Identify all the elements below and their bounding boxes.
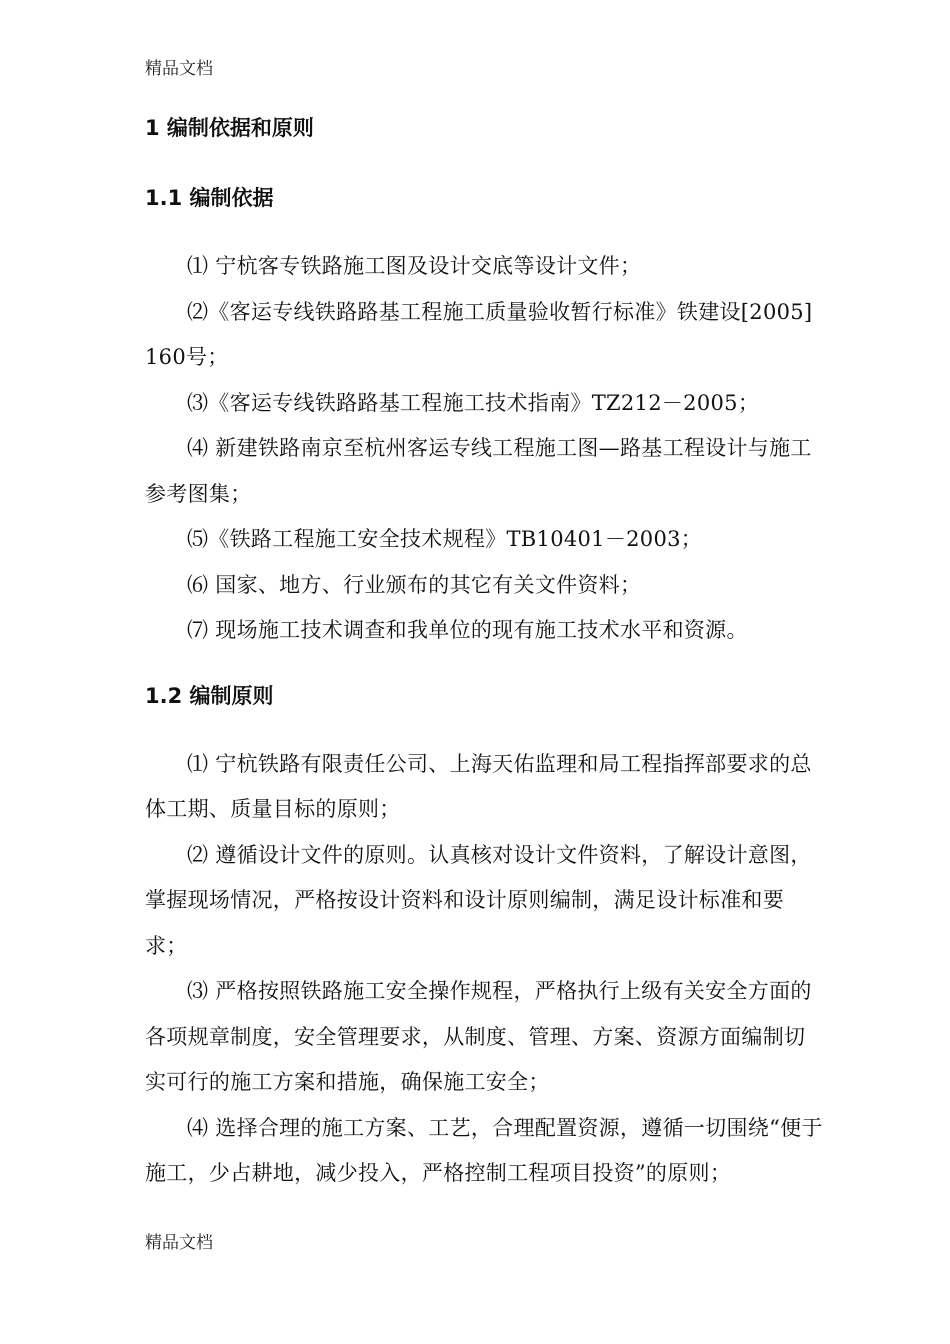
principle-item: ⑶ 严格按照铁路施工安全操作规程，严格执行上级有关安全方面的各项规章制度，安全管理要求，从制度、管理、方案、资源方面编制切实可行的施工方案和措施，确保施工安全； [145,979,812,1094]
section-title: 1 编制依据和原则 [145,116,314,140]
basis-item: ⑶《客运专线铁路路基工程施工技术指南》TZ212－2005； [187,390,760,415]
principle-item: ⑴ 宁杭铁路有限责任公司、上海天佑监理和局工程指挥部要求的总体工期、质量目标的原则； [145,751,812,821]
basis-list [145,244,825,654]
basis-item: ⑺ 现场施工技术调查和我单位的现有施工技术水平和资源。 [187,618,748,642]
basis-item: ⑸《铁路工程施工安全技术规程》TB10401－2003； [187,527,703,551]
basis-item: ⑴ 宁杭客专铁路施工图及设计交底等设计文件； [187,254,642,278]
subsection-title-basis: 1.1 编制依据 [145,186,274,210]
basis-item: ⑹ 国家、地方、行业颁布的其它有关文件资料； [187,572,642,597]
subsection-title-principles: 1.2 编制原则 [145,683,274,708]
basis-item: ⑷ 新建铁路南京至杭州客运专线工程施工图—路基工程设计与施工参考图集； [145,436,812,506]
basis-item: ⑵《客运专线铁路路基工程施工质量验收暂行标准》铁建设[2005]160号； [145,299,813,369]
page-header: 精品文档 [145,59,213,79]
principle-item: ⑵ 遵循设计文件的原则。认真核对设计文件资料，了解设计意图，掌握现场情况，严格按设计资料和设计原则编制，满足设计标准和要求； [145,842,812,958]
principles-list [145,742,825,1197]
principle-item: ⑷ 选择合理的施工方案、工艺，合理配置资源，遵循一切围绕“便于施工，少占耕地，减少投入，严格控制工程项目投资”的原则； [145,1115,823,1185]
document-body [145,108,825,1197]
page-footer: 精品文档 [145,1233,213,1253]
